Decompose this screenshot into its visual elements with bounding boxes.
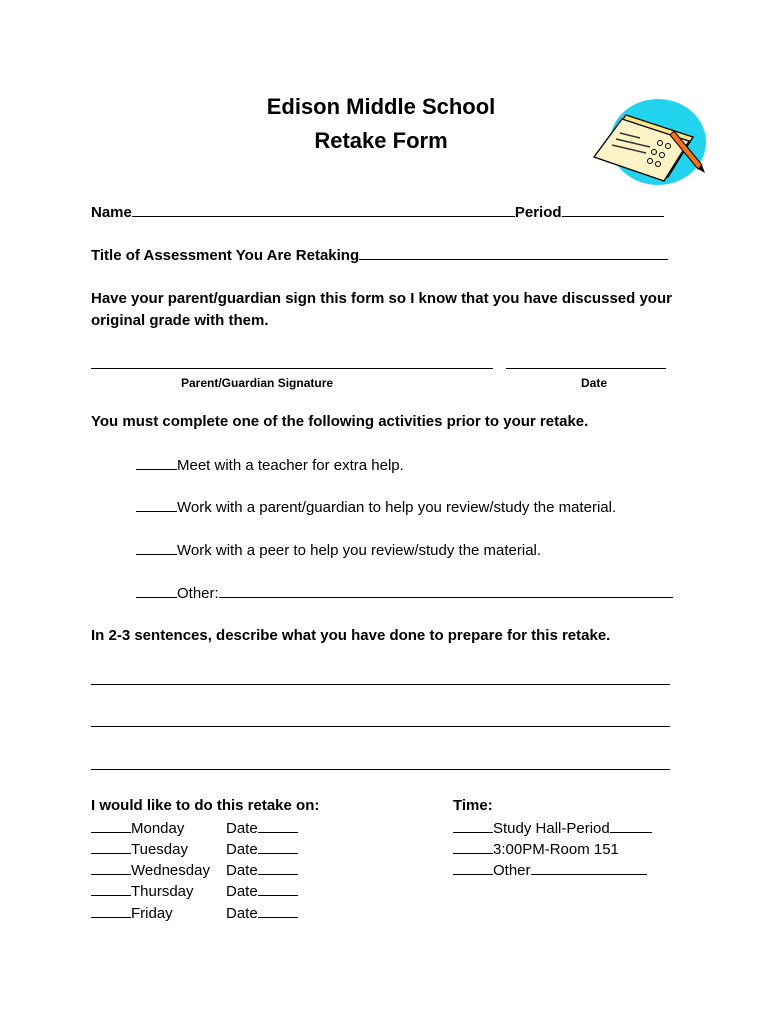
activity-label: Work with a peer to help you review/study the material. xyxy=(177,542,542,559)
assessment-field[interactable] xyxy=(91,246,668,264)
date-label: Date xyxy=(226,905,258,922)
assessment-label: Title of Assessment You Are Retaking xyxy=(91,247,360,264)
day-option[interactable] xyxy=(91,904,173,922)
day-date-blank[interactable] xyxy=(258,882,298,896)
date-label: Date xyxy=(226,862,258,879)
day-option[interactable] xyxy=(91,882,194,900)
day-option[interactable] xyxy=(91,819,184,837)
period-blank[interactable] xyxy=(562,203,664,217)
day-label: Tuesday xyxy=(131,841,188,858)
day-label: Monday xyxy=(131,820,185,837)
day-date-field[interactable] xyxy=(226,819,298,837)
activity-check-blank[interactable] xyxy=(136,584,177,598)
activity-check-blank[interactable] xyxy=(136,456,177,470)
name-label: Name xyxy=(91,204,132,221)
date-label: Date xyxy=(226,820,258,837)
name-field[interactable] xyxy=(91,203,664,221)
time-heading: Time: xyxy=(453,797,493,814)
day-date-blank[interactable] xyxy=(258,904,298,918)
activity-check-blank[interactable] xyxy=(136,541,177,555)
period-label: Period xyxy=(514,204,562,221)
name-blank[interactable] xyxy=(132,203,515,217)
day-label: Thursday xyxy=(131,883,194,900)
time-check-blank[interactable] xyxy=(453,861,493,875)
activity-option[interactable] xyxy=(136,456,404,474)
day-date-blank[interactable] xyxy=(258,840,298,854)
form-title: Retake Form xyxy=(314,128,448,153)
parent-instruction: Have your parent/guardian sign this form so I know that you have discussed your original grade with them. xyxy=(91,290,672,329)
day-date-blank[interactable] xyxy=(258,861,298,875)
response-line[interactable] xyxy=(91,726,670,727)
other-activity-blank[interactable] xyxy=(219,584,673,598)
assessment-blank[interactable] xyxy=(359,246,668,260)
date-label: Date xyxy=(226,883,258,900)
day-check-blank[interactable] xyxy=(91,819,131,833)
other-time-blank[interactable] xyxy=(531,861,647,875)
time-option[interactable] xyxy=(453,861,647,879)
time-check-blank[interactable] xyxy=(453,819,493,833)
time-option[interactable] xyxy=(453,819,652,837)
test-papers-with-pencil-icon xyxy=(588,95,708,190)
day-date-field[interactable] xyxy=(226,840,298,858)
days-heading: I would like to do this retake on: xyxy=(91,797,320,814)
day-date-blank[interactable] xyxy=(258,819,298,833)
day-check-blank[interactable] xyxy=(91,882,131,896)
day-check-blank[interactable] xyxy=(91,840,131,854)
response-line[interactable] xyxy=(91,769,670,770)
period-number-blank[interactable] xyxy=(610,819,652,833)
day-date-field[interactable] xyxy=(226,882,298,900)
day-option[interactable] xyxy=(91,840,188,858)
activity-label: Work with a parent/guardian to help you review/study the material. xyxy=(177,499,617,516)
day-label: Friday xyxy=(131,905,173,922)
activity-label: Meet with a teacher for extra help. xyxy=(177,457,404,474)
time-check-blank[interactable] xyxy=(453,840,493,854)
day-date-field[interactable] xyxy=(226,904,298,922)
signature-date-line[interactable] xyxy=(506,368,666,369)
day-check-blank[interactable] xyxy=(91,861,131,875)
activity-label: Other: xyxy=(177,585,219,602)
preparation-prompt: In 2-3 sentences, describe what you have done to prepare for this retake. xyxy=(91,627,611,644)
signature-line[interactable] xyxy=(91,368,493,369)
day-label: Wednesday xyxy=(131,862,210,879)
school-name: Edison Middle School xyxy=(266,94,496,119)
activity-option[interactable] xyxy=(136,541,541,559)
activity-option-other[interactable] xyxy=(136,584,673,602)
day-date-field[interactable] xyxy=(226,861,298,879)
activities-heading: You must complete one of the following activities prior to your retake. xyxy=(91,413,589,430)
response-line[interactable] xyxy=(91,684,670,685)
date-label: Date xyxy=(226,841,258,858)
signature-date-label: Date xyxy=(581,376,608,390)
activity-option[interactable] xyxy=(136,498,616,516)
day-option[interactable] xyxy=(91,861,210,879)
activity-check-blank[interactable] xyxy=(136,498,177,512)
time-label: Other xyxy=(493,862,531,879)
time-label: Study Hall-Period xyxy=(493,820,610,837)
signature-label: Parent/Guardian Signature xyxy=(181,376,334,390)
time-option[interactable] xyxy=(453,840,619,858)
day-check-blank[interactable] xyxy=(91,904,131,918)
time-label: 3:00PM-Room 151 xyxy=(493,841,619,858)
